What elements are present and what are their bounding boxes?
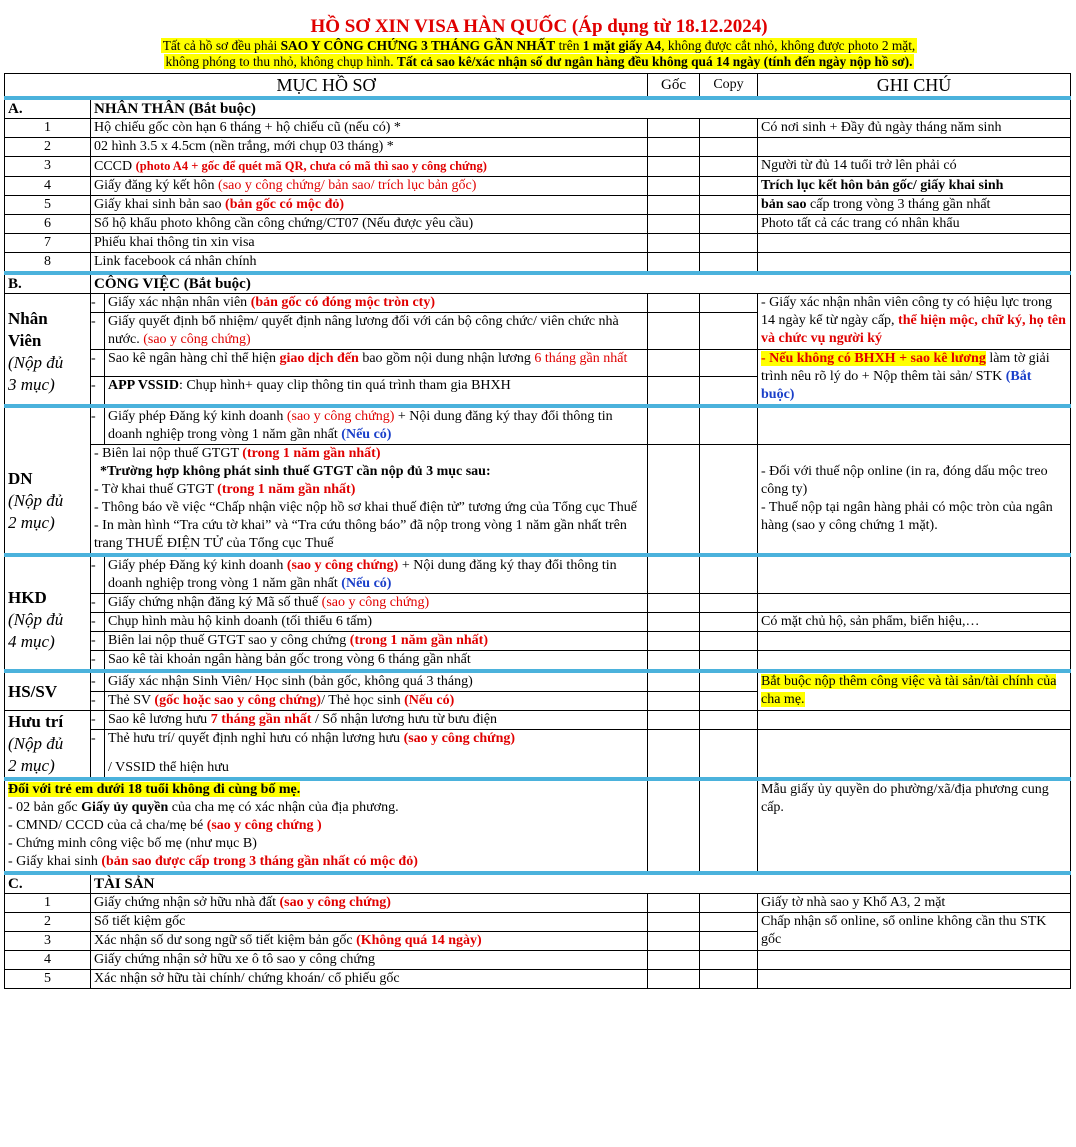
row-number: 4 (5, 177, 91, 196)
section-a-header (5, 98, 1071, 119)
table-header-row (5, 74, 1071, 99)
sub1-b: SAO Y CÔNG CHỨNG 3 THÁNG GẦN NHẤT (280, 38, 556, 53)
nv-item-3: Sao kê ngân hàng chỉ thể hiện giao dịch đến bao gồm nội dung nhận lương 6 tháng gần nhất (105, 350, 648, 377)
ht-label: Hưu trí (Nộp đủ 2 mục) (5, 711, 91, 780)
document-title: HỒ SƠ XIN VISA HÀN QUỐC (Áp dụng từ 18.12.2024) (310, 16, 768, 37)
ht-item-1: Sao kê lương hưu 7 tháng gần nhất / Sổ nhận lương hưu từ bưu điện (105, 711, 648, 730)
child-requirements: Đối với trẻ em dưới 18 tuổi không đi cùng bố mẹ. - 02 bản gốc Giấy ủy quyền của cha mẹ có xác nhận của địa phương. - CMND/ CCCD của cả cha/mẹ bé (sao y công chứng ) - Chứng minh công việc bố mẹ (như mục B) - Giấy khai sinh (bản sao được cấp trong 3 tháng gần nhất có mộc đỏ) (5, 779, 648, 873)
row-item: CCCD (photo A4 + gốc để quét mã QR, chưa có mã thì sao y công chứng) (91, 157, 648, 177)
row-item: Giấy chứng nhận sở hữu xe ô tô sao y công chứng (91, 951, 648, 970)
section-a-code: A. (5, 98, 91, 119)
nv-note-1: - Giấy xác nhận nhân viên công ty có hiệu lực trong 14 ngày kể từ ngày cấp, thể hiện mộc, chữ ký, họ tên và chức vụ người ký (758, 294, 1071, 350)
row-note: Trích lục kết hôn bản gốc/ giấy khai sinh (758, 177, 1071, 196)
dn-row-1: DN (Nộp đủ 2 mục) - Giấy phép Đăng ký kinh doanh (sao y công chứng) + Nội dung đăng ký thay đổi thông tin doanh nghiệp trong vòng 1 năm gần nhất (Nếu có) (5, 406, 1071, 445)
hkd-note: Có mặt chủ hộ, sản phẩm, biển hiệu,… (758, 613, 1071, 632)
row-item: Link facebook cá nhân chính (91, 253, 648, 274)
hs-row-2: - Thẻ SV (gốc hoặc sao y công chứng)/ Thẻ học sinh (Nếu có) (5, 692, 1071, 711)
sub1-c: trên (555, 38, 583, 53)
hkd-row-5: - Sao kê tài khoản ngân hàng bản gốc trong vòng 6 tháng gần nhất (5, 651, 1071, 672)
ht-item-2: Thẻ hưu trí/ quyết định nghỉ hưu có nhận lương hưu (sao y công chứng) (105, 730, 648, 760)
sub2-b: Tất cả sao kê/xác nhận số dư ngân hàng đều không quá 14 ngày (tính đến ngày nộp hồ sơ). (396, 54, 913, 69)
row-number: 2 (5, 138, 91, 157)
hkd-label: HKD (Nộp đủ 4 mục) (5, 555, 91, 671)
hs-label: HS/SV (5, 671, 91, 711)
table-row (5, 951, 1071, 970)
subtitle-line-1 (4, 38, 1074, 54)
sub1-a: Tất cả hồ sơ đều phải (162, 38, 281, 53)
row-number: 2 (5, 913, 91, 932)
nv-row-3: - Sao kê ngân hàng chỉ thể hiện giao dịch đến bao gồm nội dung nhận lương 6 tháng gần nhất - Nếu không có BHXH + sao kê lương làm tờ giải trình nêu rõ lý do + Nộp thêm tài sản/ STK (Bắt buộc) (5, 350, 1071, 377)
ht-row-1: Hưu trí (Nộp đủ 2 mục) - Sao kê lương hưu 7 tháng gần nhất / Sổ nhận lương hưu từ bưu điện (5, 711, 1071, 730)
col-header-copy: Copy (700, 74, 758, 99)
dn-item-2: - Biên lai nộp thuế GTGT (trong 1 năm gần nhất) *Trường hợp không phát sinh thuế GTGT cần nộp đủ 3 mục sau: - Tờ khai thuế GTGT (trong 1 năm gần nhất) - Thông báo về việc “Chấp nhận việc nộp hồ sơ khai thuế điện tử” tương ứng của Tổng cục Thuế - In màn hình “Tra cứu tờ khai” và “Tra cứu thông báo” đã nộp trong vòng 1 năm gần nhất trên trang THUẾ ĐIỆN TỬ của Tổng cục Thuế (91, 445, 648, 556)
table-row (5, 970, 1071, 989)
hs-item-2: Thẻ SV (gốc hoặc sao y công chứng)/ Thẻ học sinh (Nếu có) (105, 692, 648, 711)
hkd-row-2: - Giấy chứng nhận đăng ký Mã số thuế (sao y công chứng) (5, 594, 1071, 613)
nv-item-1: Giấy xác nhận nhân viên (bản gốc có đóng mộc tròn cty) (105, 294, 648, 313)
table-row (5, 215, 1071, 234)
sub2-a: không phóng to thu nhỏ, không chụp hình. (165, 54, 397, 69)
table-row (5, 253, 1071, 274)
hkd-row-4: - Biên lai nộp thuế GTGT sao y công chứng (trong 1 năm gần nhất) (5, 632, 1071, 651)
nv-row-2: - Giấy quyết định bổ nhiệm/ quyết định nâng lương đối với cán bộ công chức/ viên chức nhà nước. (sao y công chứng) (5, 313, 1071, 350)
section-c-title: TÀI SẢN (91, 873, 1071, 894)
ht-row-2: - Thẻ hưu trí/ quyết định nghỉ hưu có nhận lương hưu (sao y công chứng) (5, 730, 1071, 760)
hkd-item-4: Biên lai nộp thuế GTGT sao y công chứng (trong 1 năm gần nhất) (105, 632, 648, 651)
col-header-goc: Gốc (648, 74, 700, 99)
row-item: Sổ hộ khẩu photo không cần công chứng/CT07 (Nếu được yêu cầu) (91, 215, 648, 234)
table-row (5, 177, 1071, 196)
row-note: Người từ đủ 14 tuổi trở lên phải có (758, 157, 1071, 177)
row-item: Giấy đăng ký kết hôn (sao y công chứng/ bản sao/ trích lục bản gốc) (91, 177, 648, 196)
table-row (5, 234, 1071, 253)
row-item: Sổ tiết kiệm gốc (91, 913, 648, 932)
row-number: 1 (5, 119, 91, 138)
hkd-row-3: - Chụp hình màu hộ kinh doanh (tối thiểu 6 tấm) Có mặt chủ hộ, sản phẩm, biển hiệu,… (5, 613, 1071, 632)
subtitle-line-2 (4, 54, 1074, 70)
child-note: Mẫu giấy ủy quyền do phường/xã/địa phương cung cấp. (758, 779, 1071, 873)
hs-row-1: HS/SV - Giấy xác nhận Sinh Viên/ Học sinh (bản gốc, không quá 3 tháng) Bắt buộc nộp thêm công việc và tài sản/tài chính của cha mẹ. (5, 671, 1071, 692)
sub1-d: 1 mặt giấy A4 (582, 38, 662, 53)
row-item: Xác nhận số dư song ngữ sổ tiết kiệm bản gốc (Không quá 14 ngày) (91, 932, 648, 951)
table-row (5, 157, 1071, 177)
table-row (5, 894, 1071, 913)
hs-item-1: Giấy xác nhận Sinh Viên/ Học sinh (bản gốc, không quá 3 tháng) (105, 671, 648, 692)
row-item: Hộ chiếu gốc còn hạn 6 tháng + hộ chiếu cũ (nếu có) * (91, 119, 648, 138)
row-item: Giấy khai sinh bản sao (bản gốc có mộc đỏ) (91, 196, 648, 215)
row-item: Giấy chứng nhận sở hữu nhà đất (sao y công chứng) (91, 894, 648, 913)
nv-row-1: Nhân Viên (Nộp đủ 3 mục) - Giấy xác nhận nhân viên (bản gốc có đóng mộc tròn cty) - Giấy xác nhận nhân viên công ty có hiệu lực trong 14 ngày kể từ ngày cấp, thể hiện mộc, chữ ký, họ tên và chức vụ người ký (5, 294, 1071, 313)
row-number: 5 (5, 970, 91, 989)
visa-checklist-table (4, 73, 1071, 989)
hkd-row-1: HKD (Nộp đủ 4 mục) - Giấy phép Đăng ký kinh doanh (sao y công chứng) + Nội dung đăng ký thay đổi thông tin doanh nghiệp trong vòng 1 năm gần nhất (Nếu có) (5, 555, 1071, 594)
row-number: 8 (5, 253, 91, 274)
row-item: Xác nhận sở hữu tài chính/ chứng khoán/ cổ phiếu gốc (91, 970, 648, 989)
row-note: Photo tất cả các trang có nhân khẩu (758, 215, 1071, 234)
row-number: 3 (5, 157, 91, 177)
row-note: Giấy tờ nhà sao y Khổ A3, 2 mặt (758, 894, 1071, 913)
table-row (5, 196, 1071, 215)
section-b-title: CÔNG VIỆC (Bắt buộc) (91, 273, 1071, 294)
col-header-note: GHI CHÚ (758, 74, 1071, 99)
nv-item-2: Giấy quyết định bổ nhiệm/ quyết định nâng lương đối với cán bộ công chức/ viên chức nhà nước. (sao y công chứng) (105, 313, 648, 350)
row-number: 1 (5, 894, 91, 913)
nv-item-4: APP VSSID: Chụp hình+ quay clip thông tin quá trình tham gia BHXH (105, 377, 648, 406)
hkd-item-2: Giấy chứng nhận đăng ký Mã số thuế (sao y công chứng) (105, 594, 648, 613)
sub1-e: , không được cắt nhỏ, không được photo 2 mặt, (661, 38, 916, 53)
row-number: 7 (5, 234, 91, 253)
row-item: 02 hình 3.5 x 4.5cm (nền trắng, mới chụp 03 tháng) * (91, 138, 648, 157)
dn-item-1: Giấy phép Đăng ký kinh doanh (sao y công chứng) + Nội dung đăng ký thay đổi thông tin doanh nghiệp trong vòng 1 năm gần nhất (Nếu có) (105, 406, 648, 445)
section-b-code: B. (5, 273, 91, 294)
row-number: 4 (5, 951, 91, 970)
row-item: Phiếu khai thông tin xin visa (91, 234, 648, 253)
nv-row-4: - APP VSSID: Chụp hình+ quay clip thông tin quá trình tham gia BHXH (5, 377, 1071, 406)
table-row (5, 913, 1071, 932)
hkd-item-1: Giấy phép Đăng ký kinh doanh (sao y công chứng) + Nội dung đăng ký thay đổi thông tin doanh nghiệp trong vòng 1 năm gần nhất (Nếu có) (105, 555, 648, 594)
child-row (5, 779, 1071, 873)
table-row (5, 119, 1071, 138)
section-c-code: C. (5, 873, 91, 894)
row-number: 3 (5, 932, 91, 951)
nv-label: Nhân Viên (Nộp đủ 3 mục) (5, 294, 91, 407)
dn-row-2 (5, 445, 1071, 556)
hkd-item-5: Sao kê tài khoản ngân hàng bản gốc trong vòng 6 tháng gần nhất (105, 651, 648, 672)
row-note: Có nơi sinh + Đầy đủ ngày tháng năm sinh (758, 119, 1071, 138)
row-number: 6 (5, 215, 91, 234)
section-c-header (5, 873, 1071, 894)
document-page (4, 0, 1074, 1147)
row-number: 5 (5, 196, 91, 215)
hs-note: Bắt buộc nộp thêm công việc và tài sản/tài chính của cha mẹ. (758, 671, 1071, 711)
section-a-title: NHÂN THÂN (Bắt buộc) (91, 98, 1071, 119)
col-header-item: MỤC HỒ SƠ (5, 74, 648, 99)
dn-label: DN (Nộp đủ 2 mục) (5, 406, 91, 555)
row-note: Chấp nhận sổ online, sổ online không cần thu STK gốc (758, 913, 1071, 951)
hkd-item-3: Chụp hình màu hộ kinh doanh (tối thiểu 6 tấm) (105, 613, 648, 632)
ht-item-3: / VSSID thể hiện hưu (105, 759, 648, 779)
row-note: bản sao cấp trong vòng 3 tháng gần nhất (758, 196, 1071, 215)
nv-note-2: - Nếu không có BHXH + sao kê lương làm tờ giải trình nêu rõ lý do + Nộp thêm tài sản/ STK (Bắt buộc) (758, 350, 1071, 407)
section-b-header (5, 273, 1071, 294)
dn-note: - Đối với thuế nộp online (in ra, đóng dấu mộc treo công ty) - Thuế nộp tại ngân hàng phải có mộc tròn của ngân hàng (sao y công chứng 1 mặt). (758, 445, 1071, 556)
table-row (5, 138, 1071, 157)
